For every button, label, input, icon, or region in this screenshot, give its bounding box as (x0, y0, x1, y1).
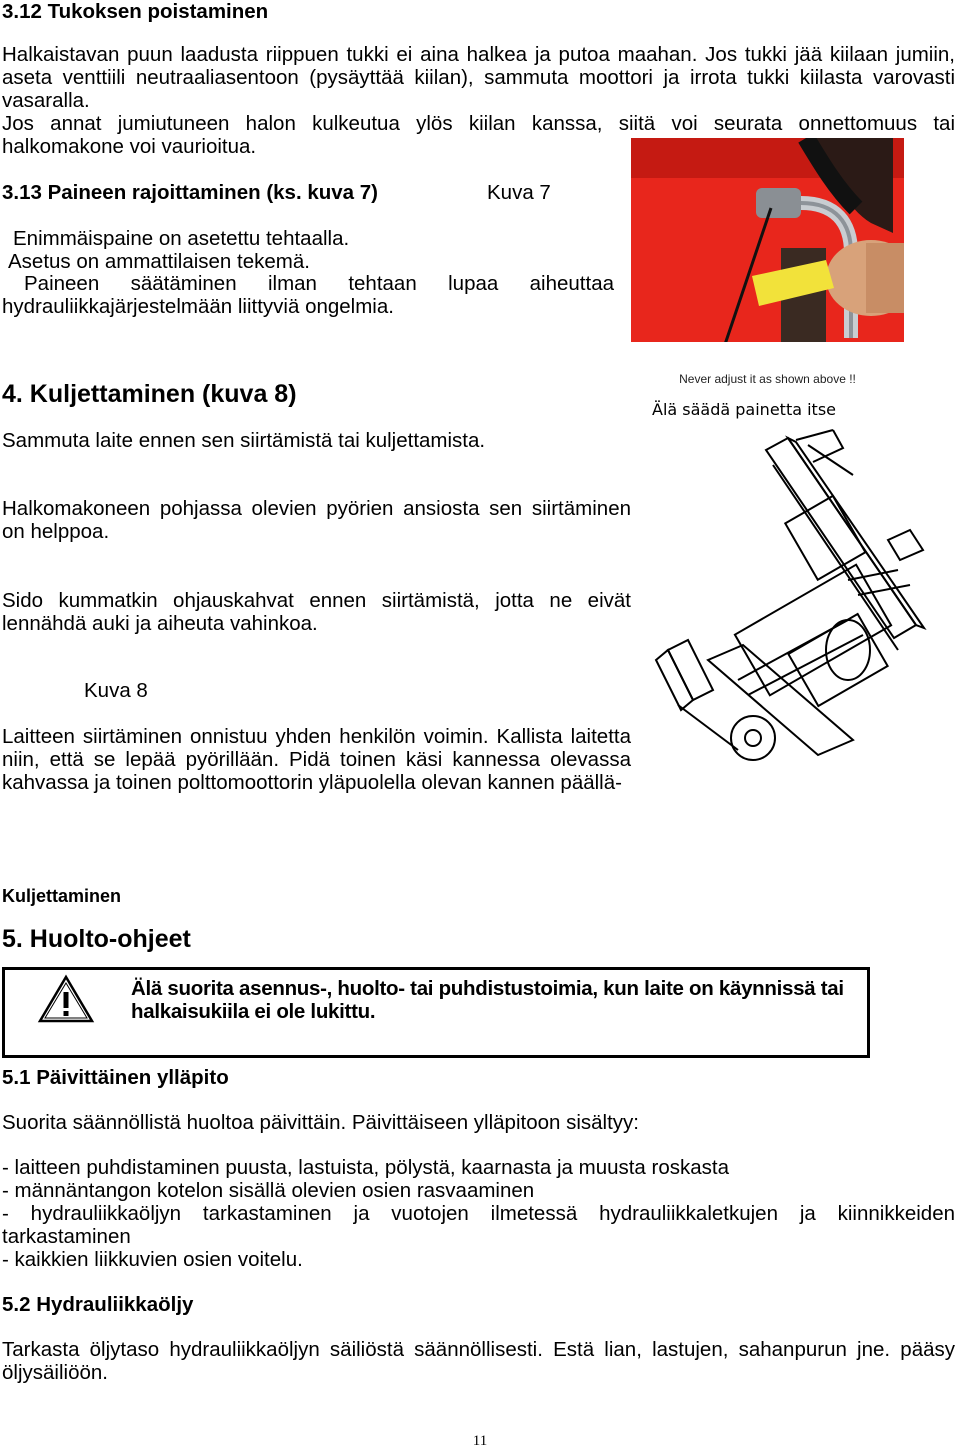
section-3-13-line-3: Paineen säätäminen ilman tehtaan lupaa aiheuttaa hydrauliikkajärjestelmään liittyviä ongelmia. (2, 272, 614, 318)
list-item: - männäntangon kotelon sisällä olevien osien rasvaaminen (2, 1179, 535, 1202)
list-item: - hydrauliikkaöljyn tarkastaminen ja vuotojen ilmetessä hydrauliikkaletkujen ja kiinnikkeiden tarkastaminen (2, 1202, 955, 1248)
section-4-heading: 4. Kuljettaminen (kuva 8) (2, 380, 297, 408)
figure-8-drawing (648, 420, 958, 770)
section-5-2-paragraph: Tarkasta öljytaso hydrauliikkaöljyn säiliöstä säännöllisesti. Estä lian, lastujen, sahanpurun jne. pääsy öljysäiliöön. (2, 1338, 955, 1384)
section-4-paragraph-3: Sido kummatkin ohjauskahvat ennen siirtämistä, jotta ne eivät lennähdä auki ja aiheuta vahinkoa. (2, 589, 631, 635)
pressure-valve-photo (631, 138, 904, 390)
safety-warning-text: Älä suorita asennus-, huolto- tai puhdistustoimia, kun laite on käynnissä tai halkaisukiila ei ole lukittu. (131, 977, 844, 1023)
section-5-2-heading: 5.2 Hydrauliikkaöljy (2, 1293, 194, 1316)
figure-8-label: Kuva 8 (84, 679, 148, 702)
section-5-1-intro: Suorita säännöllistä huoltoa päivittäin. Päivittäiseen ylläpitoon sisältyy: (2, 1111, 640, 1134)
figure-7-photo-caption: Never adjust it as shown above !! (679, 372, 856, 386)
section-5-heading: 5. Huolto-ohjeet (2, 925, 191, 953)
section-3-12-heading: 3.12 Tukoksen poistaminen (2, 0, 269, 23)
section-3-13-line-1: Enimmäispaine on asetettu tehtaalla. (13, 227, 350, 250)
transport-subheading: Kuljettaminen (2, 886, 122, 906)
figure-7-caption: Älä säädä painetta itse (652, 400, 836, 419)
log-splitter-transport-drawing (648, 420, 958, 770)
maintenance-list (2, 1156, 955, 1271)
section-3-13-line-2: Asetus on ammattilaisen tekemä. (8, 250, 310, 273)
warning-triangle-icon (37, 974, 95, 1024)
safety-warning-box (2, 967, 870, 1058)
section-5-1-heading: 5.1 Päivittäinen ylläpito (2, 1066, 229, 1089)
section-3-12-paragraph-1: Halkaistavan puun laadusta riippuen tukki ei aina halkea ja putoa maahan. Jos tukki jää kiilaan jumiin, aseta venttiili neutraaliasentoon (pysäyttää kiilan), sammuta moottori ja irrota tukki kiilasta varovasti vasaralla. (2, 43, 955, 112)
figure-7-label: Kuva 7 (487, 181, 551, 204)
page-number: 11 (472, 1433, 488, 1449)
section-4-paragraph-4: Laitteen siirtäminen onnistuu yhden henkilön voimin. Kallista laitetta niin, että se lepää pyörillään. Pidä toinen käsi kannessa olevassa kahvassa ja toinen polttomoottorin yläpuolella olevan kannen päällä- (2, 725, 631, 794)
section-3-12-paragraph-2: Jos annat jumiutuneen halon kulkeutua ylös kiilan kanssa, siitä voi seurata onnettomuus tai halkomakone voi vaurioitua. (2, 112, 955, 158)
list-item: - laitteen puhdistaminen puusta, lastuista, pölystä, kaarnasta ja muusta roskasta (2, 1156, 730, 1179)
section-3-13-heading: 3.13 Paineen rajoittaminen (ks. kuva 7) (2, 181, 378, 204)
figure-7-photo (631, 138, 904, 390)
section-4-paragraph-2: Halkomakoneen pohjassa olevien pyörien ansiosta sen siirtäminen on helppoa. (2, 497, 631, 543)
section-4-paragraph-1: Sammuta laite ennen sen siirtämistä tai kuljettamista. (2, 429, 486, 452)
list-item: - kaikkien liikkuvien osien voitelu. (2, 1248, 303, 1271)
